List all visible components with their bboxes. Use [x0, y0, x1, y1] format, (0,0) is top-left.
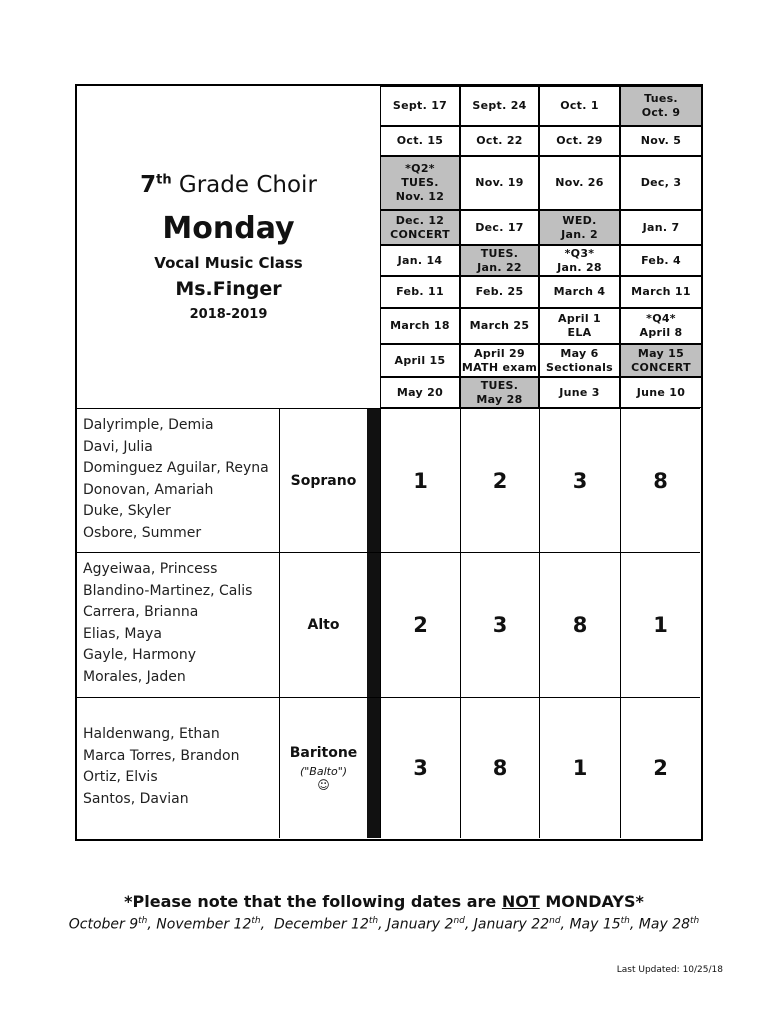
smiley-icon: ☺: [317, 777, 330, 792]
choir-schedule-sheet: [75, 84, 703, 841]
not-monday-date: January 2: [387, 916, 454, 933]
voice-section: [77, 552, 700, 697]
student-list: [77, 553, 280, 697]
dates-grid: [380, 86, 702, 408]
voice-part-label: Soprano: [290, 472, 357, 489]
date-cell: Feb. 4: [620, 245, 702, 276]
date-cell: *Q3* Jan. 28: [539, 245, 620, 276]
group-number: 8: [539, 553, 620, 697]
grade-title: 7th Grade Choir: [140, 172, 317, 198]
student-name: Ortiz, Elvis: [83, 769, 158, 785]
date-ordinal: th: [620, 916, 630, 926]
group-number: 8: [620, 409, 700, 552]
teacher-name: Ms.Finger: [175, 278, 282, 300]
group-number: 3: [380, 698, 460, 838]
group-number: 1: [539, 698, 620, 838]
date-cell: WED. Jan. 2: [539, 210, 620, 245]
class-name: Vocal Music Class: [154, 254, 303, 272]
date-cell: May 15 CONCERT: [620, 344, 702, 377]
date-cell: TUES. Jan. 22: [460, 245, 539, 276]
date-cell: May 6 Sectionals: [539, 344, 620, 377]
student-name: Marca Torres, Brandon: [83, 747, 240, 764]
date-cell: Nov. 19: [460, 156, 539, 210]
date-cell: March 18: [380, 308, 460, 344]
date-ordinal: th: [690, 916, 700, 926]
not-monday-date: May 28: [638, 916, 691, 933]
group-number: 3: [539, 409, 620, 552]
date-cell: June 10: [620, 377, 702, 408]
date-cell: June 3: [539, 377, 620, 408]
group-number: 1: [620, 553, 700, 697]
date-separator: ,: [147, 916, 157, 933]
school-year: 2018-2019: [189, 307, 268, 322]
voice-part: [280, 409, 367, 552]
date-ordinal: nd: [453, 916, 465, 926]
date-cell: March 4: [539, 276, 620, 308]
date-ordinal: th: [251, 916, 261, 926]
date-cell: Sept. 24: [460, 86, 539, 126]
date-cell: TUES. May 28: [460, 377, 539, 408]
student-name: Haldenwang, Ethan: [83, 726, 220, 742]
date-cell: Oct. 29: [539, 126, 620, 156]
date-cell: Jan. 14: [380, 245, 460, 276]
student-name: Donovan, Amariah: [83, 481, 214, 498]
date-cell: Dec. 17: [460, 210, 539, 245]
date-separator: ,: [260, 916, 274, 933]
not-monday-date: October 9: [68, 916, 139, 933]
date-cell: April 29 MATH exam: [460, 344, 539, 377]
date-separator: ,: [629, 916, 639, 933]
student-name: Elias, Maya: [83, 625, 162, 642]
date-cell: *Q2* TUES. Nov. 12: [380, 156, 460, 210]
date-cell: Jan. 7: [620, 210, 702, 245]
date-ordinal: th: [138, 916, 148, 926]
date-separator: ,: [378, 916, 387, 933]
student-name: Dominguez Aguilar, Reyna: [83, 460, 269, 476]
group-number: 8: [460, 698, 539, 838]
student-name: Agyeiwaa, Princess: [83, 561, 218, 577]
student-name: Carrera, Brianna: [83, 604, 199, 620]
date-cell: Dec. 12 CONCERT: [380, 210, 460, 245]
date-cell: March 11: [620, 276, 702, 308]
date-cell: Sept. 17: [380, 86, 460, 126]
student-name: Blandino-Martinez, Calis: [83, 582, 253, 599]
date-separator: ,: [464, 916, 474, 933]
title-block: [77, 86, 380, 408]
group-number: 2: [460, 409, 539, 552]
not-monday-note: *Please note that the following dates are NOT MONDAYS*: [124, 892, 644, 911]
student-list: [77, 698, 280, 838]
date-cell: *Q4* April 8: [620, 308, 702, 344]
group-number: 1: [380, 409, 460, 552]
not-monday-date: January 22: [473, 916, 550, 933]
student-name: Davi, Julia: [83, 438, 153, 455]
group-number: 3: [460, 553, 539, 697]
day-title: Monday: [162, 211, 295, 246]
student-name: Dalyrimple, Demia: [83, 417, 214, 433]
date-cell: Tues. Oct. 9: [620, 86, 702, 126]
voice-section: [77, 697, 700, 838]
date-ordinal: nd: [549, 916, 561, 926]
student-name: Osbore, Summer: [83, 524, 202, 541]
not-monday-date: May 15: [569, 916, 621, 933]
voice-section: [77, 408, 700, 552]
not-monday-dates: [0, 916, 768, 933]
date-ordinal: th: [368, 916, 379, 926]
date-cell: Dec, 3: [620, 156, 702, 210]
voice-part-label: Baritone: [289, 744, 358, 761]
student-name: Morales, Jaden: [83, 668, 186, 685]
date-cell: May 20: [380, 377, 460, 408]
date-separator: ,: [560, 916, 570, 933]
not-monday-date: November 12: [156, 916, 252, 933]
date-cell: Nov. 5: [620, 126, 702, 156]
voice-nickname: ("Balto"): [299, 764, 348, 778]
voice-part: [280, 698, 367, 838]
date-cell: Feb. 25: [460, 276, 539, 308]
student-name: Gayle, Harmony: [83, 647, 197, 663]
group-number: 2: [380, 553, 460, 697]
not-monday-date: December 12: [273, 916, 369, 933]
date-cell: Oct. 22: [460, 126, 539, 156]
date-cell: Feb. 11: [380, 276, 460, 308]
student-name: Duke, Skyler: [83, 503, 171, 519]
date-cell: Oct. 1: [539, 86, 620, 126]
date-cell: Oct. 15: [380, 126, 460, 156]
last-updated: Last Updated: 10/25/18: [616, 965, 723, 975]
date-cell: April 1 ELA: [539, 308, 620, 344]
group-number: 2: [620, 698, 700, 838]
date-cell: April 15: [380, 344, 460, 377]
date-cell: Nov. 26: [539, 156, 620, 210]
student-list: [77, 409, 280, 552]
student-name: Santos, Davian: [83, 790, 189, 807]
voice-part-label: Alto: [307, 617, 340, 633]
date-cell: March 25: [460, 308, 539, 344]
voice-part: [280, 553, 367, 697]
